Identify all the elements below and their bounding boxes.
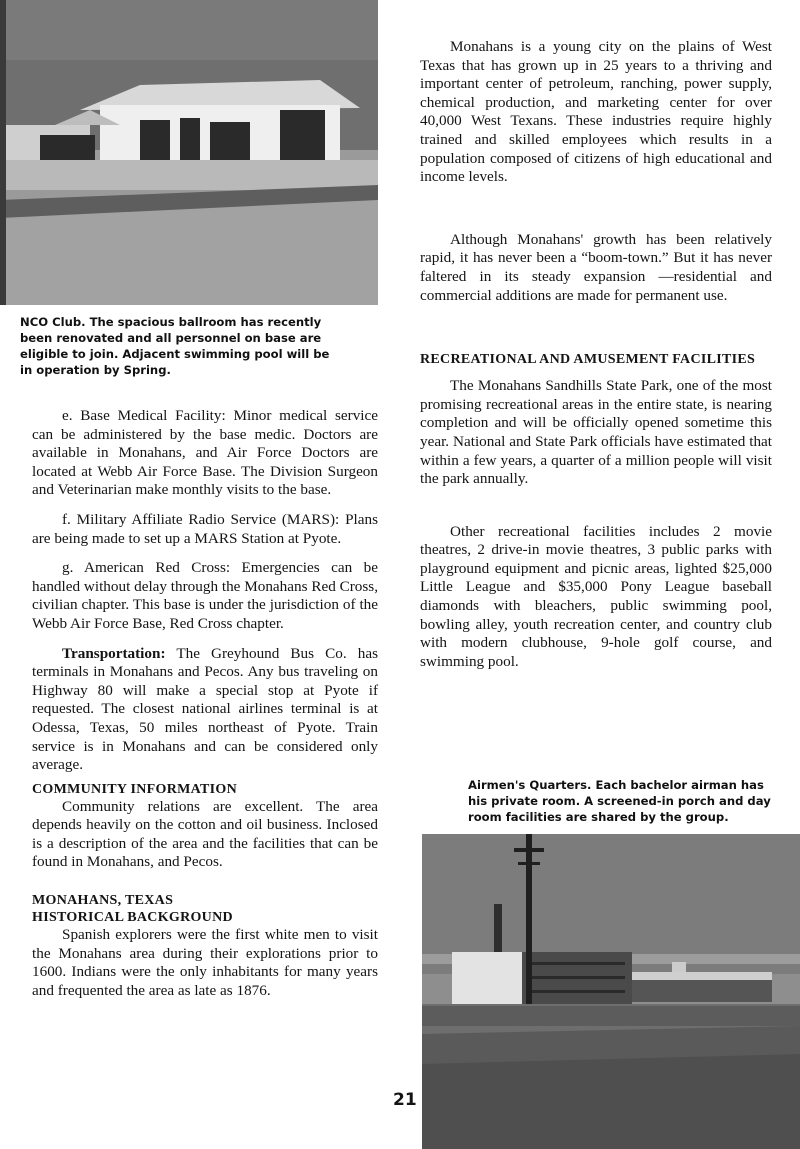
right-column: [420, 38, 772, 671]
mars-paragraph: f. Military Affiliate Radio Service (MARS): Plans are being made to set up a MARS Station at Pyote.: [32, 510, 378, 547]
recreation-heading: RECREATIONAL AND AMUSEMENT FACILITIES: [420, 352, 756, 368]
airmens-quarters-caption: Airmen's Quarters. Each bachelor airman has his private room. A screened-in porch and day room facilities are shared by the group.: [468, 778, 771, 824]
page-number: 21: [393, 1090, 417, 1110]
transportation-text: The Greyhound Bus Co. has terminals in Monahans and Pecos. Any bus traveling on Highway 80 will make a special stop at Pyote if requested. The closest national airlines terminal is at Odessa, Texas, 50 miles northeast of Pyote. Train service is in Monahans and can be considered only average.: [32, 644, 378, 774]
history-heading: HISTORICAL BACKGROUND: [32, 910, 233, 926]
other-facilities-paragraph: Other recreational facilities includes 2 movie theatres, 2 drive-in movie theatres, 3 public parks with playground equipment and picnic areas, lighted $25,000 Little League and $35,000 Pony League baseball diamonds with bleachers, public swimming pool, bowling alley, youth recreation center, and country club with modern clubhouse, 9-hole golf course, and swimming pool.: [420, 522, 772, 670]
left-column: [32, 407, 378, 1000]
airmens-quarters-photo: [422, 834, 800, 1149]
nco-club-caption: NCO Club. The spacious ballroom has recently been renovated and all personnel on base are eligible to join. Adjacent swimming pool will be in operation by Spring.: [20, 315, 330, 377]
intro-paragraph: Monahans is a young city on the plains of West Texas that has grown up in 25 years to a thriving and important center of petroleum, ranching, power supply, chemical production, and marketing center for over 40,000 West Texans. These industries require highly trained and skilled employees which results in a population composed of citizens of high educational and income levels.: [420, 38, 772, 186]
park-paragraph: The Monahans Sandhills State Park, one of the most promising recreational areas in the entire state, is nearing completion and will be officially opened sometime this year. National and State Park officials have estimated that within a few years, a quarter of a million people will visit the park annually.: [420, 377, 772, 488]
nco-club-photo: [0, 0, 378, 305]
community-heading: COMMUNITY INFORMATION: [32, 781, 238, 797]
transportation-paragraph: [32, 645, 378, 775]
monahans-heading: MONAHANS, TEXAS: [32, 893, 174, 909]
growth-paragraph: Although Monahans' growth has been relatively rapid, it has never been a “boom-town.” But it has never faltered in its steady expansion —residential and commercial additions are made for permanent use.: [420, 230, 772, 304]
history-paragraph: Spanish explorers were the first white men to visit the Monahans area during their explorations prior to 1600. Indians were the only inhabitants for many years and frequented the area as late as 1876.: [32, 926, 378, 999]
red-cross-paragraph: g. American Red Cross: Emergencies can be handled without delay through the Monahans Red Cross, civilian chapter. This base is under the jurisdiction of the Webb Air Force Base, Red Cross chapter.: [32, 559, 378, 632]
transportation-heading: Transportation:: [62, 644, 166, 662]
medical-paragraph: e. Base Medical Facility: Minor medical service can be administered by the base medic. Doctors are available in Monahans, and Air Force Doctors are located at Webb Air Force Base. The Division Surgeon and Veterinarian make monthly visits to the base.: [32, 407, 378, 499]
community-paragraph: Community relations are excellent. The area depends heavily on the cotton and oil business. Inclosed is a description of the area and the facilities that can be found in Monahans, and Pecos.: [32, 797, 378, 871]
